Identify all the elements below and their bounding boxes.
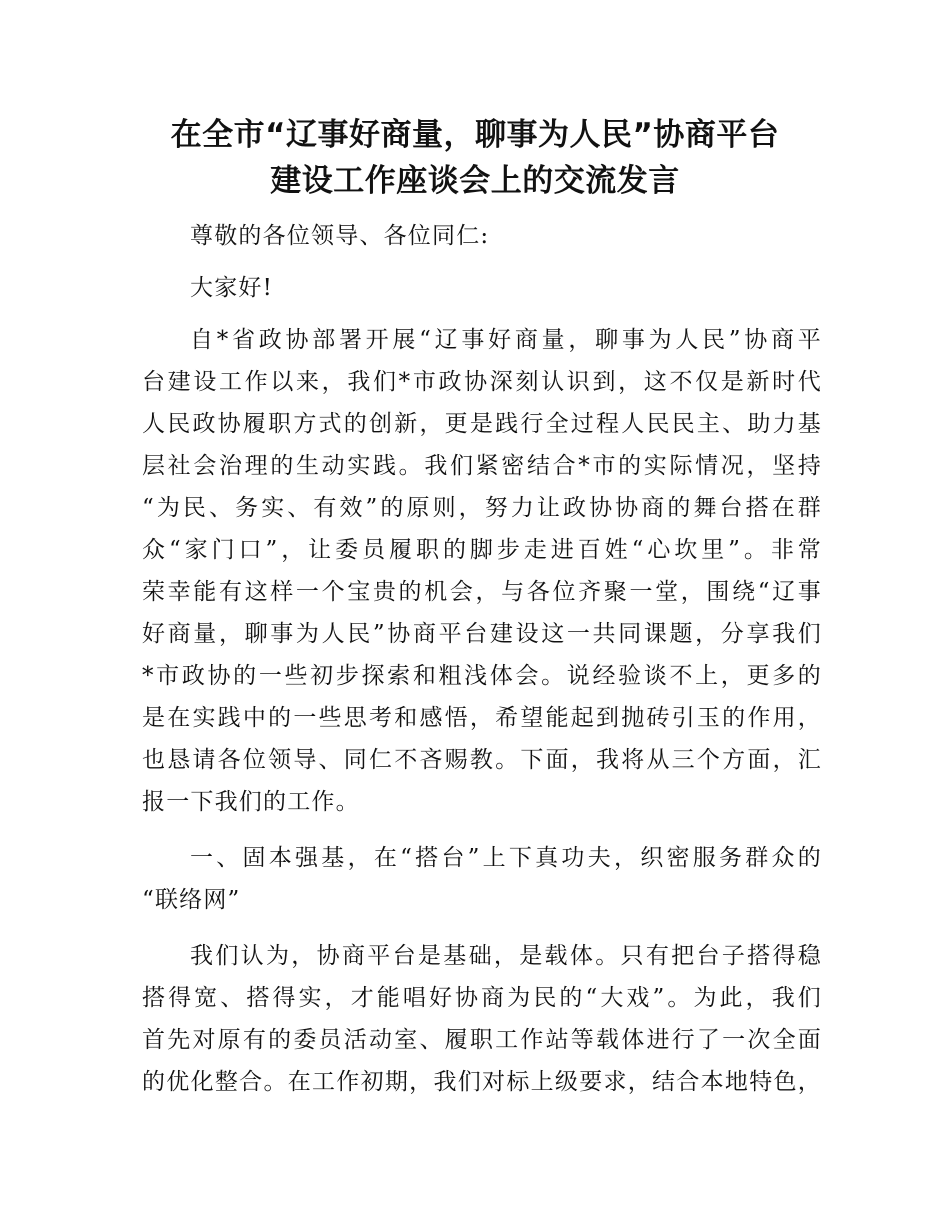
paragraph-line: 荣幸能有这样一个宝贵的机会，与各位齐聚一堂，围绕“辽事 bbox=[142, 579, 822, 605]
paragraph-line: *市政协的一些初步探索和粗浅体会。说经验谈不上，更多的 bbox=[142, 663, 822, 689]
paragraph-line: 的优化整合。在工作初期，我们对标上级要求，结合本地特色， bbox=[142, 1069, 822, 1095]
paragraph-line: 报一下我们的工作。 bbox=[142, 789, 360, 815]
salutation: 尊敬的各位领导、各位同仁: bbox=[190, 223, 490, 249]
paragraph-line: 是在实践中的一些思考和感悟，希望能起到抛砖引玉的作用， bbox=[142, 705, 822, 731]
paragraph-line: 也恳请各位领导、同仁不吝赐教。下面，我将从三个方面，汇 bbox=[142, 747, 822, 773]
paragraph-line: 我们认为，协商平台是基础，是载体。只有把台子搭得稳 bbox=[190, 943, 822, 969]
paragraph-line: 层社会治理的生动实践。我们紧密结合*市的实际情况，坚持 bbox=[142, 453, 822, 479]
greeting: 大家好! bbox=[190, 275, 274, 301]
paragraph-line: 人民政协履职方式的创新，更是践行全过程人民民主、助力基 bbox=[142, 411, 822, 437]
section-heading-line-2: “联络网” bbox=[142, 887, 241, 913]
document-title-line-2: 建设工作座谈会上的交流发言 bbox=[270, 163, 680, 199]
paragraph-line: 众“家门口”，让委员履职的脚步走进百姓“心坎里”。非常 bbox=[142, 537, 822, 563]
paragraph-line: “为民、务实、有效”的原则，努力让政协协商的舞台搭在群 bbox=[142, 495, 822, 521]
paragraph-line: 自*省政协部署开展“辽事好商量，聊事为人民”协商平 bbox=[190, 327, 822, 353]
paragraph-line: 首先对原有的委员活动室、履职工作站等载体进行了一次全面 bbox=[142, 1027, 822, 1053]
document-title-line-1: 在全市“辽事好商量，聊事为人民”协商平台 bbox=[170, 117, 780, 153]
paragraph-line: 台建设工作以来，我们*市政协深刻认识到，这不仅是新时代 bbox=[142, 369, 822, 395]
paragraph-line: 好商量，聊事为人民”协商平台建设这一共同课题，分享我们 bbox=[142, 621, 822, 647]
paragraph-line: 搭得宽、搭得实，才能唱好协商为民的“大戏”。为此，我们 bbox=[142, 985, 822, 1011]
section-heading-line-1: 一、固本强基，在“搭台”上下真功夫，织密服务群众的 bbox=[190, 845, 822, 871]
